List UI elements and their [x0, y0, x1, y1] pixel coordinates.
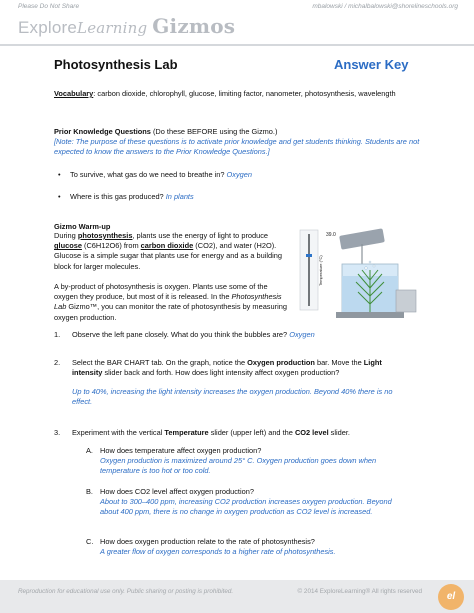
question-3b: B. How does CO2 level affect oxygen production? About to 300–400 ppm, increasing CO2 production increases oxygen production. Beyond about 400 ppm, there is no change in oxygen production as CO2 level is increased. [86, 487, 392, 516]
explorelearning-logo: ExploreLearning Gizmos [18, 14, 236, 38]
prior-question-2: • Where is this gas produced? In plants [58, 192, 194, 201]
question-2: 2. Select the BAR CHART tab. On the graph, notice the Oxygen production bar. Move the Light intensity slider back and forth. How does light intensity affect oxygen production? [54, 358, 382, 378]
vocabulary-paragraph: Vocabulary: carbon dioxide, chlorophyll, glucose, limiting factor, nanometer, photosynthesis, wavelength [54, 89, 396, 98]
user-email: mbalowski / michalbalowski@shorelineschools.org [312, 3, 458, 10]
warmup-paragraph-2: A by-product of photosynthesis is oxygen. Plants use some of the oxygen they produce, but most of it is released. In the Photosynthesis Lab Gizmo™, you can monitor the rate of photosynthesis by measuring oxygen production. [54, 282, 287, 322]
temp-value: 39.0 [326, 232, 336, 238]
page-footer [0, 580, 474, 613]
temp-axis-label: Temperature (°C) [318, 255, 323, 286]
page-title: Photosynthesis Lab [54, 57, 178, 72]
warmup-paragraph-1: During photosynthesis, plants use the energy of light to produce glucose (C6H12O6) from carbon dioxide (CO2), and water (H2O). Glucose is a simple sugar that plants use for energy and as a building block for larger molecules. [54, 231, 283, 271]
question-3a: A. How does temperature affect oxygen production? Oxygen production is maximized around 25° C. Oxygen production goes down when temperature is too hot or too cold. [86, 446, 377, 475]
prior-knowledge-note: [Note: The purpose of these questions is to activate prior knowledge and get students thinking. Students are not expected to know the answers to the Prior Knowledge Questions.] [54, 137, 420, 157]
footer-reproduction-notice: Reproduction for educational use only. Public sharing or posting is prohibited. [18, 588, 234, 595]
answer-key-label: Answer Key [334, 57, 409, 72]
question-3c: C. How does oxygen production relate to the rate of photosynthesis? A greater flow of oxygen corresponds to a higher rate of photosynthesis. [86, 537, 336, 556]
prior-question-1: • To survive, what gas do we need to breathe in? Oxygen [58, 170, 253, 179]
warmup-heading: Gizmo Warm-up [54, 222, 111, 231]
question-1: 1. Observe the left pane closely. What do you think the bubbles are? Oxygen [54, 330, 315, 339]
prior-knowledge-heading: Prior Knowledge Questions (Do these BEFORE using the Gizmo.) [54, 127, 278, 136]
page-header [0, 0, 474, 48]
photosynthesis-lab-figure [296, 224, 424, 324]
explorelearning-badge-icon: el [438, 584, 464, 610]
footer-copyright: © 2014 ExploreLearning® All rights reserved [297, 588, 422, 595]
question-3: 3. Experiment with the vertical Temperature slider (upper left) and the CO2 level slider. [54, 428, 350, 437]
do-not-share-label: Please Do Not Share [18, 3, 80, 10]
question-2-answer: Up to 40%, increasing the light intensity increases the oxygen production. Beyond 40% there is no effect. [72, 387, 393, 407]
header-divider [0, 44, 474, 46]
lab-illustration [296, 224, 424, 324]
